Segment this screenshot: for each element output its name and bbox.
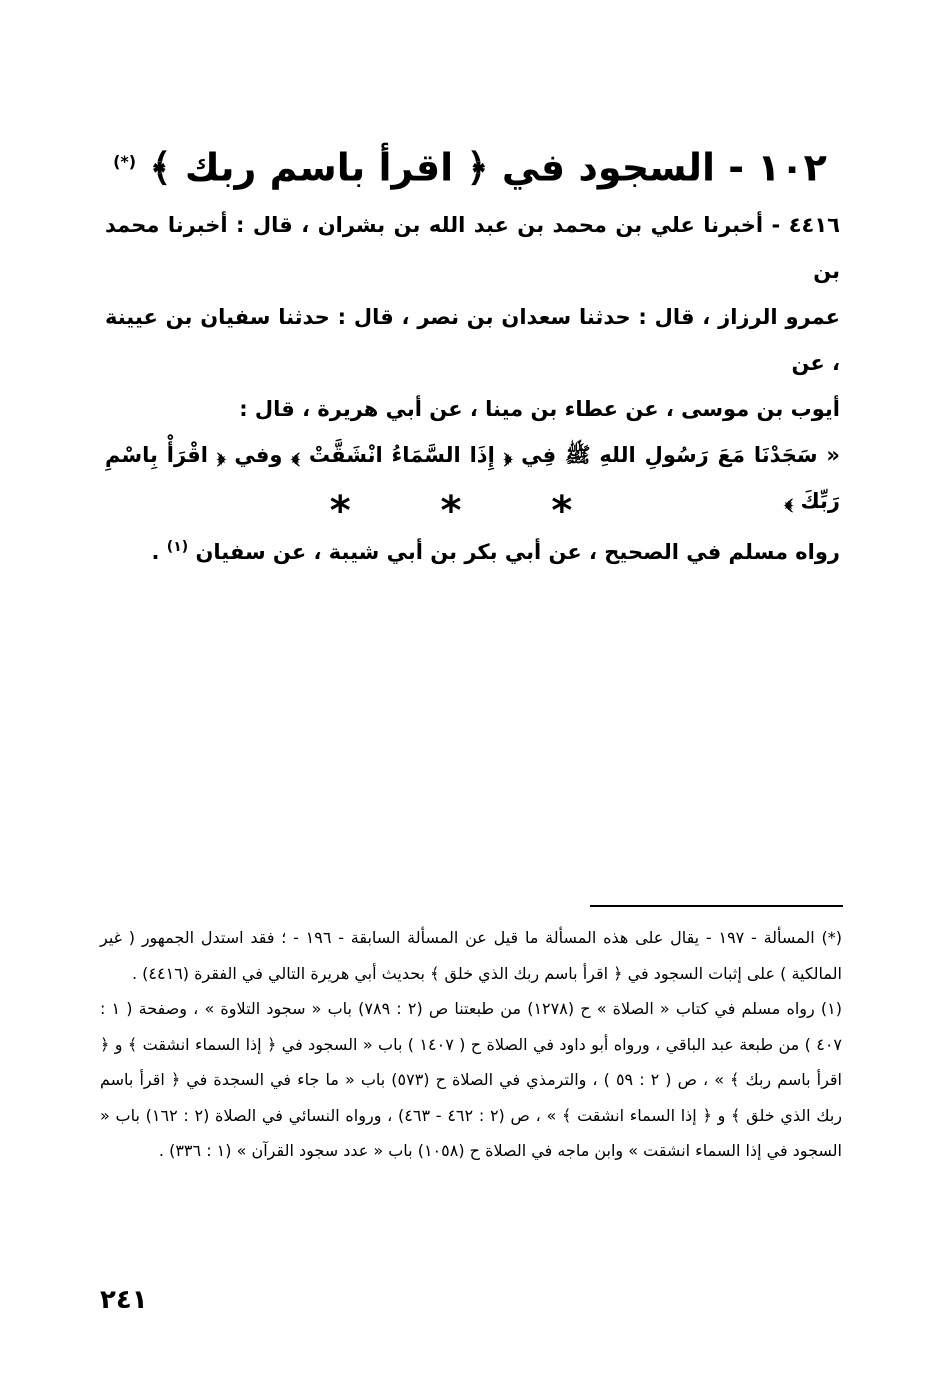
hadith-line: ٤٤١٦ - أخبرنا علي بن محمد بن عبد الله بن بشران ، قال : أخبرنا محمد بن xyxy=(105,213,840,283)
footnote-ref: (١) xyxy=(166,539,189,555)
footnote-star: (*) المسألة - ١٩٧ - يقال على هذه المسألة ما قيل عن المسألة السابقة - ١٩٦ - ؛ فقد استدل الجمهور ( غير المالكية ) على إثبات السجود في ﴿ اقرأ باسم ربك الذي خلق ﴾ بحديث أبي هريرة التالي في الفقرة (٤٤١٦) . xyxy=(100,928,843,983)
footnote-one: (١) رواه مسلم في كتاب « الصلاة » ح (١٢٧٨) من طبعتنا ص (٢ : ٧٨٩) باب « سجود التلاوة » ، وصفحة ( ١ : ٤٠٧ ) من طبعة عبد الباقي ، ورواه أبو داود في الصلاة ح ( ١٤٠٧ ) باب « السجود في ﴿ إذا السماء انشقت ﴾ و ﴿ اقرأ باسم ربك ﴾ » ، ص ( ٢ : ٥٩ ) ، والترمذي في الصلاة ح (٥٧٣) باب « ما جاء في السجدة في ﴿ اقرأ باسم ربك الذي خلق ﴾ و ﴿ إذا السماء انشقت ﴾ » ، ص (٢ : ٤٦٢ - ٤٦٣) ، ورواه النسائي في الصلاة (٢ : ١٦٢) باب « السجود في إذا السماء انشقت » وابن ماجه في الصلاة ح (١٠٥٨) باب « عدد سجود القرآن » (١ : ٣٣٦) . xyxy=(100,999,843,1160)
hadith-end: . xyxy=(151,540,160,564)
heading-marker: (*) xyxy=(113,152,137,171)
footnotes xyxy=(100,920,842,1169)
section-title: ١٠٢ - السجود في ﴿ اقرأ باسم ربك ﴾ xyxy=(149,145,827,190)
hadith-line: عمرو الرزاز ، قال : حدثنا سعدان بن نصر ، قال : حدثنا سفيان بن عيينة ، عن xyxy=(105,305,840,375)
hadith-source: رواه مسلم في الصحيح ، عن أبي بكر بن أبي شيبة ، عن سفيان xyxy=(195,540,840,564)
hadith-line: « سَجَدْنَا مَعَ رَسُولِ اللهِ ﷺ فِي ﴿ إِذَا السَّمَاءُ انْشَقَّتْ ﴾ وفي ﴿ اقْرَأْ بِاسْمِ رَبِّكَ ﴾ xyxy=(105,443,840,513)
section-heading xyxy=(100,130,840,200)
hadith-line: أيوب بن موسى ، عن عطاء بن مينا ، عن أبي هريرة ، قال : xyxy=(239,397,840,421)
footnote-rule xyxy=(590,905,843,907)
page-number: ٢٤١ xyxy=(100,1285,148,1315)
section-separator: * * * xyxy=(329,488,611,534)
